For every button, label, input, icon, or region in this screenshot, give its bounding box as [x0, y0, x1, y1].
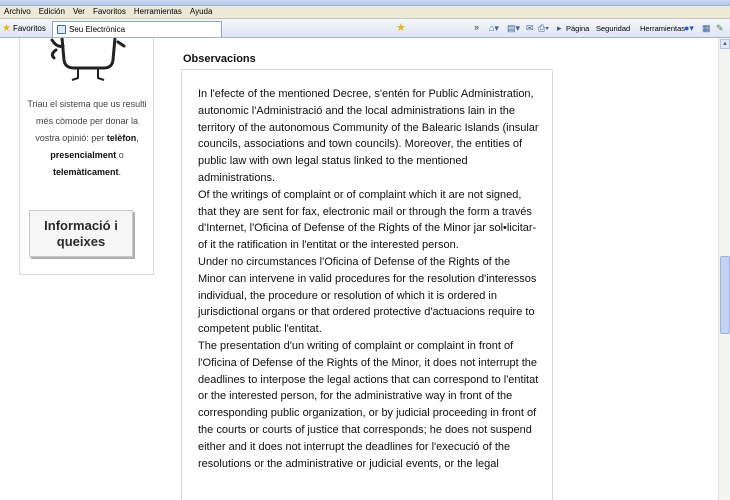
- page-favicon-icon: [57, 25, 66, 34]
- sidebar-description: [26, 96, 148, 181]
- favorites-star-icon: ★: [2, 22, 11, 34]
- observations-paragraph-3: Under no circumstances l'Oficina of Defense of the Rights of the Minor can intervene in valid procedures for the resolution d'interessos individual, the procedure or resolution of which it is ordered in jurisdictional organs or that ordered protective d'actuacions require to competent public l'entitat.: [198, 255, 537, 336]
- menu-ayuda[interactable]: Ayuda: [189, 7, 213, 16]
- tools-menu[interactable]: Herramientas: [640, 24, 686, 33]
- section-title: Observacions: [183, 53, 256, 65]
- help-icon[interactable]: ●▾: [684, 23, 694, 33]
- phone-link[interactable]: telèfon: [106, 133, 137, 143]
- sidebar-or: o: [116, 150, 124, 160]
- page-menu[interactable]: Página: [566, 24, 590, 33]
- chevron-more-icon[interactable]: »: [474, 22, 480, 32]
- security-menu[interactable]: Seguridad: [596, 24, 631, 33]
- sidebar-box: [19, 38, 154, 275]
- mail-icon[interactable]: ✉: [526, 23, 534, 33]
- extra-tool-icon[interactable]: ✎: [716, 23, 724, 33]
- observations-paragraph-2: Of the writings of complaint or of complaint which it are not signed, that they are sent for fax, electronic mail or through the form a través d'Internet, l'Oficina of Defense of the Rights of the Minor jar sol•licitar-of it the ratification in l'entitat or the interested person.: [198, 188, 537, 252]
- sidebar-sep: ,: [136, 133, 139, 143]
- observations-paragraph-1: In l'efecte of the mentioned Decree, s'entén for Public Administration, autonomic l'Administració and the local administrations lain in the territory of the autonomous Community of the Balearic Islands (insular councils, associations and town councils). Moreover, the entities of public law with own legal status linked to the mentioned administrations.: [198, 88, 539, 184]
- mascot-illustration: [48, 38, 128, 82]
- research-icon[interactable]: ▦: [702, 23, 711, 33]
- observations-paragraph-4: The presentation d'un writing of complaint or complaint in front of l'Oficina of Defense of the Rights of the Minor, it does not interrupt the deadlines to interpose the legal actions that can correspond to l'entitat or the interested person, for the administrative way in front of the corresponding public organization, or by judicial proceeding in front of the courts or courts of justice that corresponds; he does not suspend either and it does not interrupt the deadlines for l'execució of the resolutions or the administrative or judicial events, or the legal: [198, 339, 539, 470]
- page-icon: ▸: [557, 23, 562, 33]
- sidebar-text-intro: Triau el sistema que us resulti més còmode per donar la vostra opinió: per: [27, 99, 147, 143]
- menu-ver[interactable]: Ver: [72, 7, 85, 16]
- observations-text: [198, 86, 540, 472]
- favorites-label: Favoritos: [12, 24, 46, 33]
- in-person-link[interactable]: presencialment: [50, 150, 117, 160]
- telematic-link[interactable]: telemàticament: [52, 167, 119, 177]
- menu-edicion[interactable]: Edición: [38, 7, 65, 16]
- page-content: [0, 38, 718, 500]
- menu-herramientas[interactable]: Herramientas: [133, 7, 182, 16]
- print-icon[interactable]: ⎙▾: [538, 23, 549, 33]
- tab-title: Seu Electrònica: [69, 25, 126, 34]
- feeds-icon[interactable]: ▤▾: [507, 23, 521, 33]
- scroll-up-arrow-icon[interactable]: ▲: [720, 39, 730, 49]
- menu-archivo[interactable]: Archivo: [4, 7, 31, 16]
- browser-tab[interactable]: [52, 21, 222, 37]
- title-divider: [181, 69, 553, 70]
- command-bar: [0, 19, 730, 38]
- favorites-button[interactable]: [2, 22, 46, 35]
- menu-bar: [0, 6, 730, 19]
- home-icon[interactable]: ⌂▾: [489, 23, 499, 33]
- scroll-thumb[interactable]: [720, 256, 730, 334]
- info-complaints-button[interactable]: Informació i queixes: [29, 210, 133, 257]
- add-favorite-icon[interactable]: ★: [396, 22, 406, 34]
- menu-favoritos[interactable]: Favoritos: [92, 7, 126, 16]
- sidebar-end: .: [118, 167, 122, 177]
- vertical-scrollbar[interactable]: [718, 38, 730, 500]
